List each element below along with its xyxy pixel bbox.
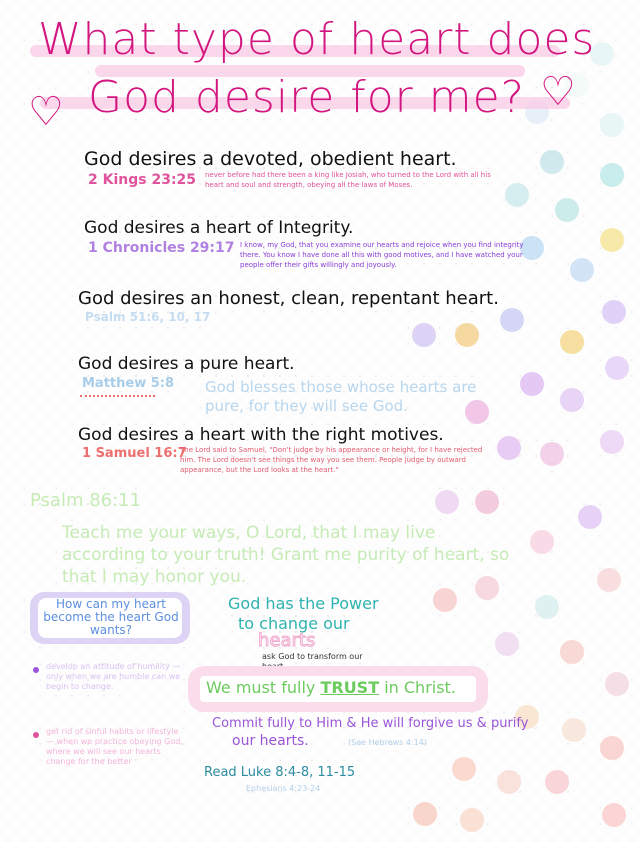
section-heading: God desires a devoted, obedient heart. [84,148,457,170]
section-heading: God desires a heart of Integrity. [84,218,354,238]
question-box [30,592,190,644]
section-reference: 1 Samuel 16:7 [82,446,187,461]
trust-text: We must fully TRUST in Christ. [206,678,456,697]
section-verse: I know, my God, that you examine our hearts and rejoice when you find integrity there. You know I have done all this with good motives, and I have watched your people offer their gifts willingly and joyously. [240,241,524,269]
section-reference: Matthew 5:8 [82,376,175,391]
read-reference: Ephesians 4:23-24 [246,784,321,793]
bullet-dot [33,667,39,673]
section-reference: 1 Chronicles 29:17 [88,240,235,256]
section-verse: The Lord said to Samuel, "Don't judge by his appearance or height, for I have rejected him. The Lord doesn't see things the way you see them. People judge by outward appearance, but the Lord looks at the heart." [180,446,483,474]
question-text: How can my heart become the heart God wants? [43,597,179,637]
bullet-dot [33,732,39,738]
power-line3: hearts [258,630,316,651]
commit-line2: our hearts. [232,733,309,749]
psalm-verse: Teach me your ways, O Lord, that I may live according to your truth! Grant me purity of heart, so that I may honor you. [62,523,510,587]
section-verse: never before had there been a king like Josiah, who turned to the Lord with all his heart and soul and strength, obeying all the laws of Moses. [205,171,491,189]
section-reference: 2 Kings 23:25 [88,172,197,188]
page-title-line2: God desire for me? [88,72,526,123]
psalm-reference: Psalm 86:11 [30,490,142,511]
power-line1: God has the Power [228,594,379,613]
power-note: ask God to transform our [262,652,363,661]
page-title-line1: What type of heart does [38,14,596,65]
heart-icon-left: ♡ [28,89,64,135]
section-heading: God desires a pure heart. [78,354,295,374]
trust-word: TRUST [320,678,380,697]
bullet-item: develop an attitude of humility — only when we are humble can we begin to change. [46,662,181,691]
trust-box [188,666,488,712]
commit-line1: Commit fully to Him & He will forgive us & purify [212,716,529,731]
section-verse: God blesses those whose hearts are pure, for they will see God. [205,378,477,415]
section-heading: God desires an honest, clean, repentant heart. [78,288,499,309]
commit-reference: (See Hebrews 4:14) [348,738,427,747]
heart-icon-right: ♡ [540,69,576,115]
power-line2: to change our [238,614,350,633]
section-heading: God desires a heart with the right motives. [78,425,444,445]
dotted-underline [80,395,155,397]
read-text: Read Luke 8:4-8, 11-15 [204,765,356,780]
section-reference: Psalm 51:6, 10, 17 [85,310,211,324]
bullet-item: get rid of sinful habits or lifestyle — when we practice obeying God, where we will see our hearts change for the better [46,727,183,766]
